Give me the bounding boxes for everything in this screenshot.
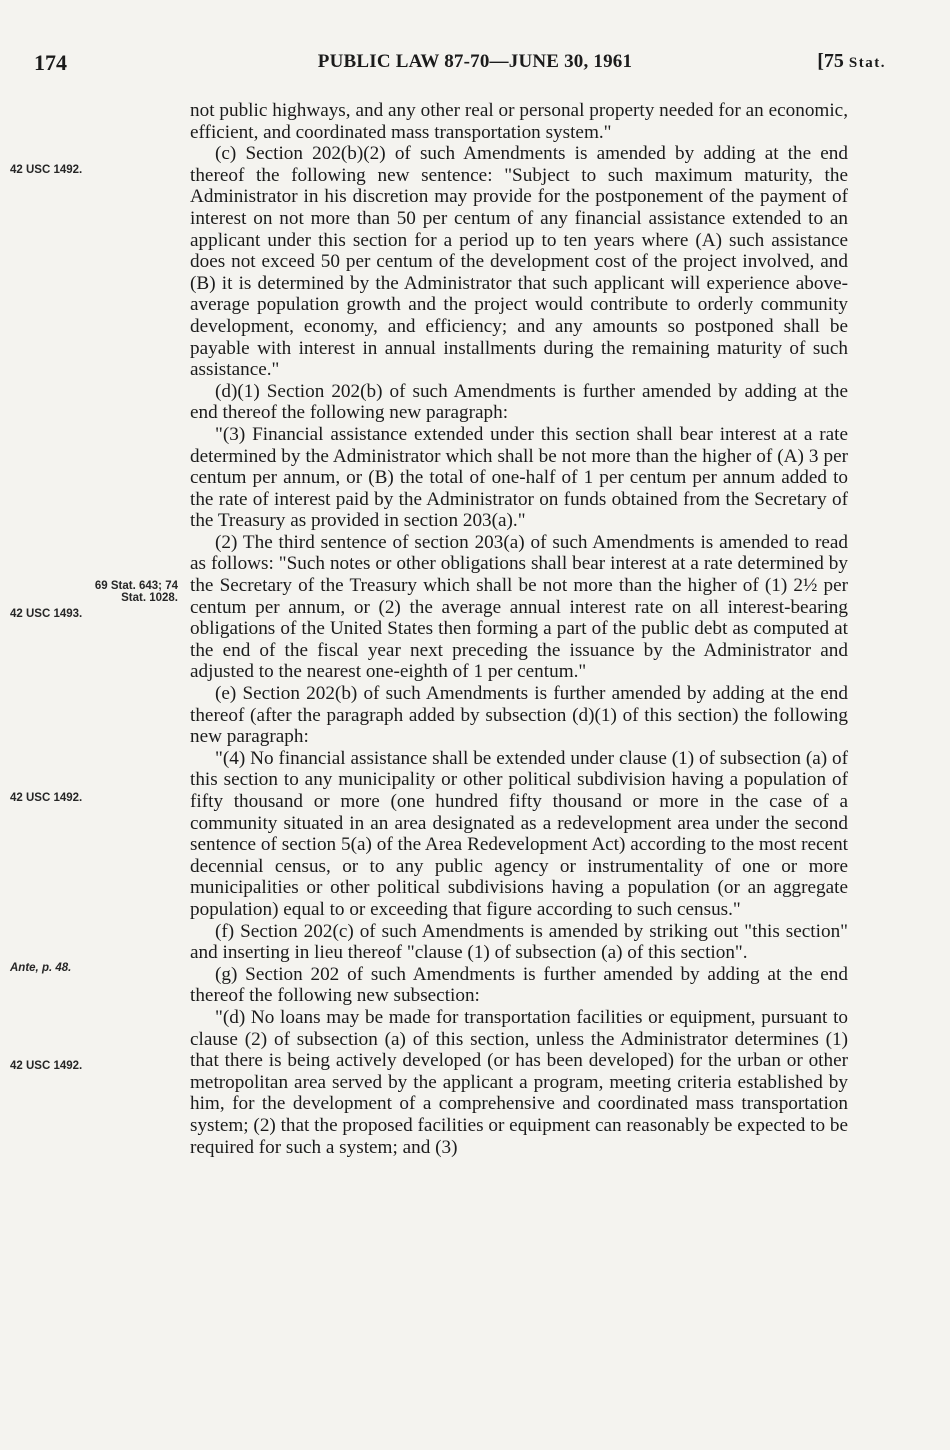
paragraph-d-2: (2) The third sentence of section 203(a) of such Amendments is amended to read as follows: "Such notes or other obligations shall bear interest at a rate determined by the Secretary of the Treasury which shall be not more than the higher of (1) 2½ per centum per annum, or (2) the average annual interest rate on all interest-bearing obligations of the United States then forming a part of the public debt as computed at the end of the fiscal year next preceding the issuance by the Administrator and adjusted to the nearest one-eighth of 1 per centum." <box>190 531 848 683</box>
margin-note-2-line-1: 69 Stat. 643; 74 <box>94 580 178 592</box>
paragraph-g: (g) Section 202 of such Amendments is further amended by adding at the end thereof the following new subsection: <box>190 963 848 1007</box>
volume-reference <box>817 50 886 73</box>
paragraph-d-1: (d)(1) Section 202(b) of such Amendments is further amended by adding at the end thereof the following new paragraph: <box>190 380 848 424</box>
paragraph-quoted-3: "(3) Financial assistance extended under this section shall bear interest at a rate determined by the Administrator which shall be not more than the higher of (A) 3 per centum per annum, or (B) the total of one-half of 1 per centum per annum added to the rate of interest paid by the Administrator on funds obtained from the Secretary of the Treasury as provided in section 203(a)." <box>190 423 848 532</box>
paragraph-c: (c) Section 202(b)(2) of such Amendments is amended by adding at the end thereof the following new sentence: "Subject to such maximum maturity, the Administrator in his discretion may provide for the postponement of the payment of interest on not more than 50 per centum of any financial assistance extended to an applicant under this section for a period up to ten years where (A) such assistance does not exceed 50 per centum of the development cost of the project involved, and (B) it is determined by the Administrator that such applicant will experience above-average population growth and the project would contribute to orderly community development, economy, and efficiency; and any amounts so postponed shall be payable with interest in annual installments during the remaining maturity of such assistance." <box>190 143 848 381</box>
page-header <box>0 50 950 80</box>
margin-note-1: 42 USC 1492. <box>10 164 83 176</box>
volume-prefix: [75 <box>817 50 844 72</box>
paragraph-f: (f) Section 202(c) of such Amendments is amended by striking out "this section" and inserting in lieu thereof "clause (1) of subsection (a) of this section". <box>190 920 848 964</box>
margin-note-2-line-3: 42 USC 1493. <box>10 608 83 620</box>
margin-note-2 <box>10 580 178 604</box>
page-number: 174 <box>34 50 67 75</box>
paragraph-continuation: not public highways, and any other real or personal property needed for an economic, efficient, and coordinated mass transportation system." <box>190 100 848 143</box>
volume-suffix: Stat. <box>848 55 886 71</box>
margin-note-5: 42 USC 1492. <box>10 1060 83 1072</box>
margin-note-2-line-2: Stat. 1028. <box>121 592 178 604</box>
statute-text <box>190 100 848 1158</box>
paragraph-quoted-4: "(4) No financial assistance shall be extended under clause (1) of subsection (a) of this section to any municipality or other political subdivision having a population of fifty thousand or more (one hundred fifty thousand or more in the case of a community situated in an area designated as a redevelopment area under the second sentence of section 5(a) of the Area Redevelopment Act) according to the most recent decennial census, or to any public agency or instrumentality of one or more municipalities or other political subdivisions having a population (or an aggregate population) equal to or exceeding that figure according to such census." <box>190 747 848 920</box>
paragraph-quoted-d: "(d) No loans may be made for transportation facilities or equipment, pursuant to clause (2) of subsection (a) of this section, unless the Administrator determines (1) that there is being actively developed (or has been developed) for the urban or other metropolitan area served by the applicant a program, meeting criteria established by him, for the development of a comprehensive and coordinated mass transportation system; (2) that the proposed facilities or equipment can reasonably be expected to be required for such a system; and (3) <box>190 1006 849 1158</box>
running-title: PUBLIC LAW 87-70—JUNE 30, 1961 <box>317 51 633 72</box>
paragraph-e: (e) Section 202(b) of such Amendments is further amended by adding at the end thereof (after the paragraph added by subsection (d)(1) of this section) the following new paragraph: <box>190 683 848 748</box>
margin-note-4: Ante, p. 48. <box>10 962 72 974</box>
margin-note-3: 42 USC 1492. <box>10 792 83 804</box>
